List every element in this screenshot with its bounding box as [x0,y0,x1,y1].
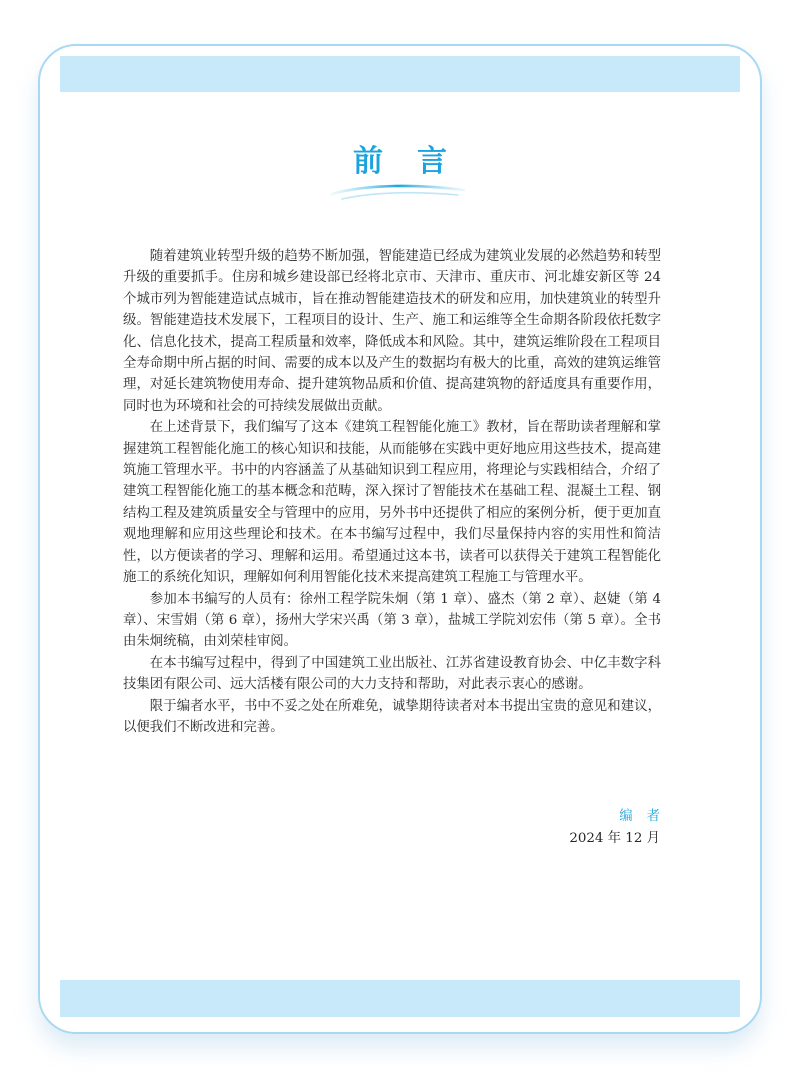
bottom-decorative-band [60,980,740,1017]
editor-signature: 编者 [619,809,674,824]
paragraph-5: 限于编者水平，书中不妥之处在所难免，诚挚期待读者对本书提出宝贵的意见和建议，以便我们不断改进和完善。 [123,698,661,735]
preface-date: 2024 年 12 月 [569,831,660,846]
paragraph-4: 在本书编写过程中，得到了中国建筑工业出版社、江苏省建设教育协会、中亿丰数字科技集团有限公司、远大活楼有限公司的大力支持和帮助，对此表示衷心的感谢。 [123,655,661,693]
page-title: 前言 [353,144,481,179]
preface-body [123,246,661,738]
top-decorative-band [60,56,740,92]
paragraph-1: 随着建筑业转型升级的趋势不断加强，智能建造已经成为建筑业发展的必然趋势和转型升级的重要抓手。住房和城乡建设部已经将北京市、天津市、重庆市、河北雄安新区等 24 个城市列为智能建造试点城市，旨在推动智能建造技术的研发和应用，加快建筑业的转型升级。智能建造技术发展下，工程项目的设计、生产、施工和运维等全生命期各阶段依托数字化、信息化技术，提高工程质量和效率，降低成本和风险。其中，建筑运维阶段在工程项目全寿命期中所占据的时间、需要的成本以及产生的数据均有极大的比重，高效的建筑运维管理，对延长建筑物使用寿命、提升建筑物品质和价值、提高建筑物的舒适度具有重要作用，同时也为环境和社会的可持续发展做出贡献。 [123,249,661,414]
paragraph-3: 参加本书编写的人员有：徐州工程学院朱炯（第 1 章）、盛杰（第 2 章）、赵婕（第 4 章）、宋雪娟（第 6 章），扬州大学宋兴禹（第 3 章），盐城工学院刘宏伟（第 5 章）。全书由朱炯统稿，由刘荣桂审阅。 [123,591,661,650]
title-swoosh-decoration [328,182,468,204]
paragraph-2: 在上述背景下，我们编写了这本《建筑工程智能化施工》教材，旨在帮助读者理解和掌握建筑工程智能化施工的核心知识和技能，从而能够在实践中更好地应用这些技术，提高建筑施工管理水平。书中的内容涵盖了从基础知识到工程应用，将理论与实践相结合，介绍了建筑工程智能化施工的基本概念和范畴，深入探讨了智能技术在基础工程、混凝土工程、钢结构工程及建筑质量安全与管理中的应用，另外书中还提供了相应的案例分析，便于更加直观地理解和应用这些理论和技术。在本书编写过程中，我们尽量保持内容的实用性和简洁性，以方便读者的学习、理解和运用。希望通过这本书，读者可以获得关于建筑工程智能化施工的系统化知识，理解如何利用智能化技术来提高建筑工程施工与管理水平。 [123,420,661,586]
